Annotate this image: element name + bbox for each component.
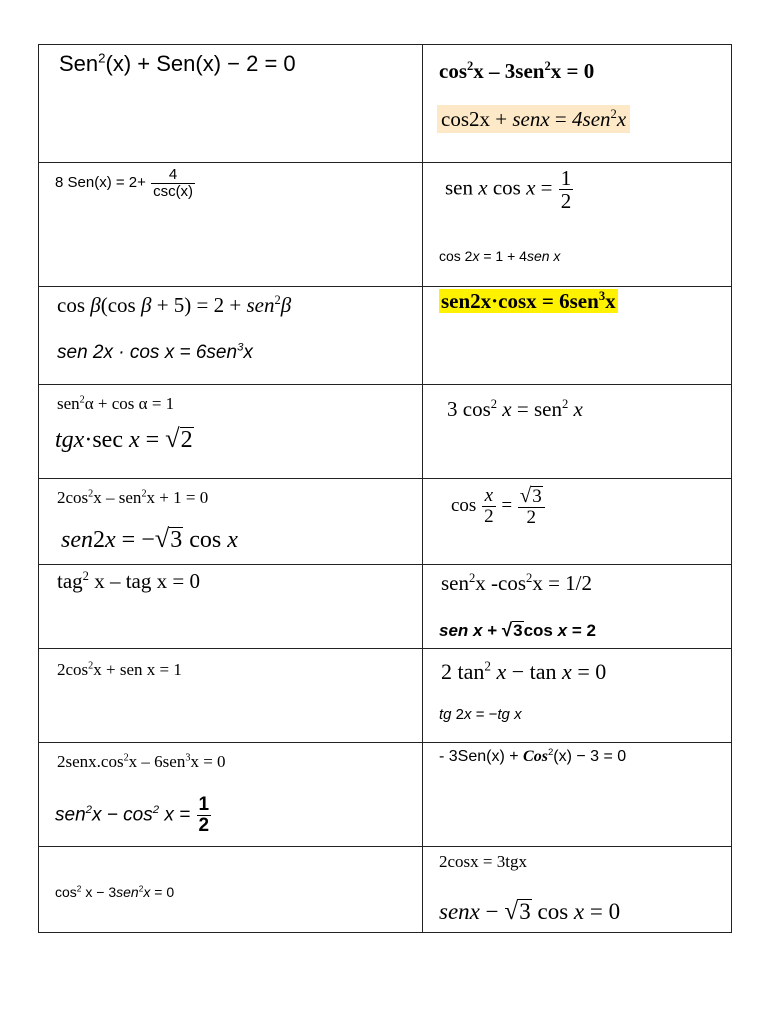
table-row bbox=[39, 163, 732, 287]
equation: Sen$^2$(x) + Sen(x) − 2 = 0 bbox=[59, 50, 296, 76]
table-cell bbox=[39, 479, 423, 565]
equation: sen$^2$x $-\cos^2x = 1/2$ bbox=[441, 570, 593, 595]
table-cell bbox=[423, 385, 732, 479]
equation: tg 2x = −tg x bbox=[439, 706, 522, 723]
equations-table bbox=[38, 44, 732, 933]
equation-highlighted: cos2x + senx = 4sen$^2$x bbox=[437, 109, 630, 130]
equation: 3 $\cos^2 x = sen^2$ x bbox=[447, 396, 583, 421]
table-cell bbox=[39, 45, 423, 163]
equation: 2 $\tan^2 x - \tan x = 0$ bbox=[441, 658, 607, 684]
table-cell bbox=[423, 45, 732, 163]
table-row bbox=[39, 847, 732, 933]
equation: $2\cos^2x$ + sen x = 1 bbox=[57, 660, 182, 679]
table-cell bbox=[39, 385, 423, 479]
equation: sen x + √3cos x = 2 bbox=[439, 619, 596, 640]
equation: sen 2x · cos x = 6sen$^3$x bbox=[57, 341, 253, 363]
equation: tgx·sec x = √2 bbox=[55, 423, 193, 453]
equation: cos $\frac{x}{2}$ = $\frac{√3}{2}$ bbox=[451, 485, 546, 528]
table-cell bbox=[39, 847, 423, 933]
equation-highlighted: sen2x·cosx = 6sen$^3$x bbox=[441, 288, 616, 313]
table-row bbox=[39, 385, 732, 479]
equation: cos 2x = 1 + 4sen x bbox=[439, 248, 561, 264]
table-cell bbox=[39, 565, 423, 649]
table-cell bbox=[423, 565, 732, 649]
table-row bbox=[39, 45, 732, 163]
table-cell bbox=[39, 287, 423, 385]
equation: sen$^2$α + cos α = 1 bbox=[57, 394, 175, 413]
table-cell bbox=[423, 649, 732, 743]
table-cell bbox=[423, 163, 732, 287]
equation: $2senx.\cos^2x - 6sen^3x = 0$ bbox=[57, 752, 226, 771]
equation: tag$^2$ x – tag x = 0 bbox=[57, 568, 200, 593]
equation: senx − √3 cos x = 0 bbox=[439, 897, 621, 925]
equation: cos β(cos β + 5) = 2 + sen$^2$β bbox=[57, 292, 292, 317]
table-cell bbox=[423, 287, 732, 385]
equation: $sen^2x - \cos^2 x$ = $\frac{1}{2}$ bbox=[55, 794, 210, 836]
table-row bbox=[39, 565, 732, 649]
equation: sen x cos x = $\frac{1}{2}$ bbox=[445, 166, 572, 214]
table-cell bbox=[423, 479, 732, 565]
table-cell bbox=[39, 649, 423, 743]
table-row bbox=[39, 743, 732, 847]
table-cell bbox=[423, 847, 732, 933]
equation: - 3Sen(x) + Cos$^2$(x) − 3 = 0 bbox=[439, 746, 627, 765]
equation: $\cos^2x - 3sen^2x = 0$ bbox=[439, 58, 595, 83]
table-cell bbox=[423, 743, 732, 847]
table-row bbox=[39, 287, 732, 385]
table-row bbox=[39, 649, 732, 743]
table-cell bbox=[39, 163, 423, 287]
equation: sen2x = −√3 cos x bbox=[61, 523, 238, 553]
equation: $2\cos^2x - sen^2x + 1 = 0$ bbox=[57, 488, 209, 507]
equation: $\cos^2 x - 3sen^2x = 0$ bbox=[55, 883, 175, 900]
equation: 2cosx = 3tgx bbox=[439, 852, 527, 871]
equation: 8 Sen(x) = 2+ $\frac{4}{\csc(x)}$ bbox=[55, 166, 194, 200]
table-cell bbox=[39, 743, 423, 847]
table-row bbox=[39, 479, 732, 565]
